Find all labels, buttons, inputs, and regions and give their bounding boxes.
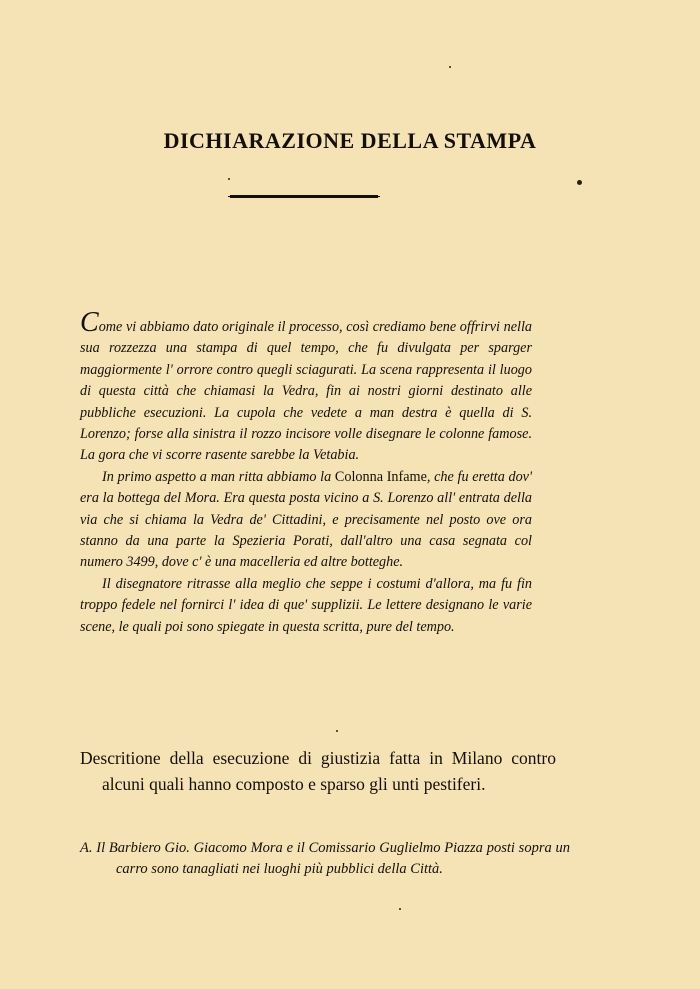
- paragraph-1: [80, 307, 532, 467]
- ink-speck: [577, 180, 582, 185]
- section-heading: Descritione della esecuzione di giustizia fatta in Milano contro alcuni quali hanno composto e sparso gli unti pestiferi.: [80, 748, 556, 794]
- paragraph-3: Il disegnatore ritrasse alla meglio che seppe i costumi d'allora, ma fu fin troppo fedele nel fornirci l' idea di que' supplizii. Le lettere designano le varie scene, le quali poi sono spiegate in questa scritta, pure del tempo.: [80, 575, 532, 635]
- page-title: DICHIARAZIONE DELLA STAMPA: [163, 128, 537, 153]
- introduction-text: [80, 307, 533, 638]
- paragraph-2-after: , che fu eretta dov' era la bottega del Mora. Era questa posta vicino a S. Lorenzo all' entrata della via che si chiama la Vedra de' Cittadini, e precisamente nel posto ove ora stanno da una parte la Spezieria Porati, dall'altro una casa segnata col numero 3499, dove c' è una macelleria ed altre botteghe.: [80, 468, 533, 571]
- ink-speck: [449, 66, 451, 68]
- paragraph-2: [80, 467, 532, 574]
- drop-cap: C: [80, 307, 99, 338]
- ink-speck: [399, 908, 401, 910]
- list-item-a: A. Il Barbiero Gio. Giacomo Mora e il Comissario Guglielmo Piazza posti sopra un carro sono tanagliati nei luoghi più pubblici della Città.: [80, 840, 570, 877]
- ink-speck: [336, 730, 338, 732]
- paragraph-2-before: In primo aspetto a man ritta abbiamo la: [102, 468, 335, 485]
- paragraph-1-text: ome vi abbiamo dato originale il processo, così crediamo bene offrirvi nella sua rozzezza una stampa di quel tempo, che fu divulgata per sparger maggiormente l' orrore contro quegli sciagurati. La scena rappresenta il luogo di questa città che chiamasi la Vedra, fin ai nostri giorni destinato alle pubbliche esecuzioni. La cupola che vedete a man destra è quella di S. Lorenzo; forse alla sinistra il rozzo incisore volle disegnare le colonne famose. La gora che vi scorre rasente sarebbe la Vetabia.: [80, 319, 532, 464]
- title-rule: [230, 195, 378, 198]
- ink-speck: [228, 178, 230, 180]
- colonna-infame-label: Colonna Infame: [334, 468, 427, 485]
